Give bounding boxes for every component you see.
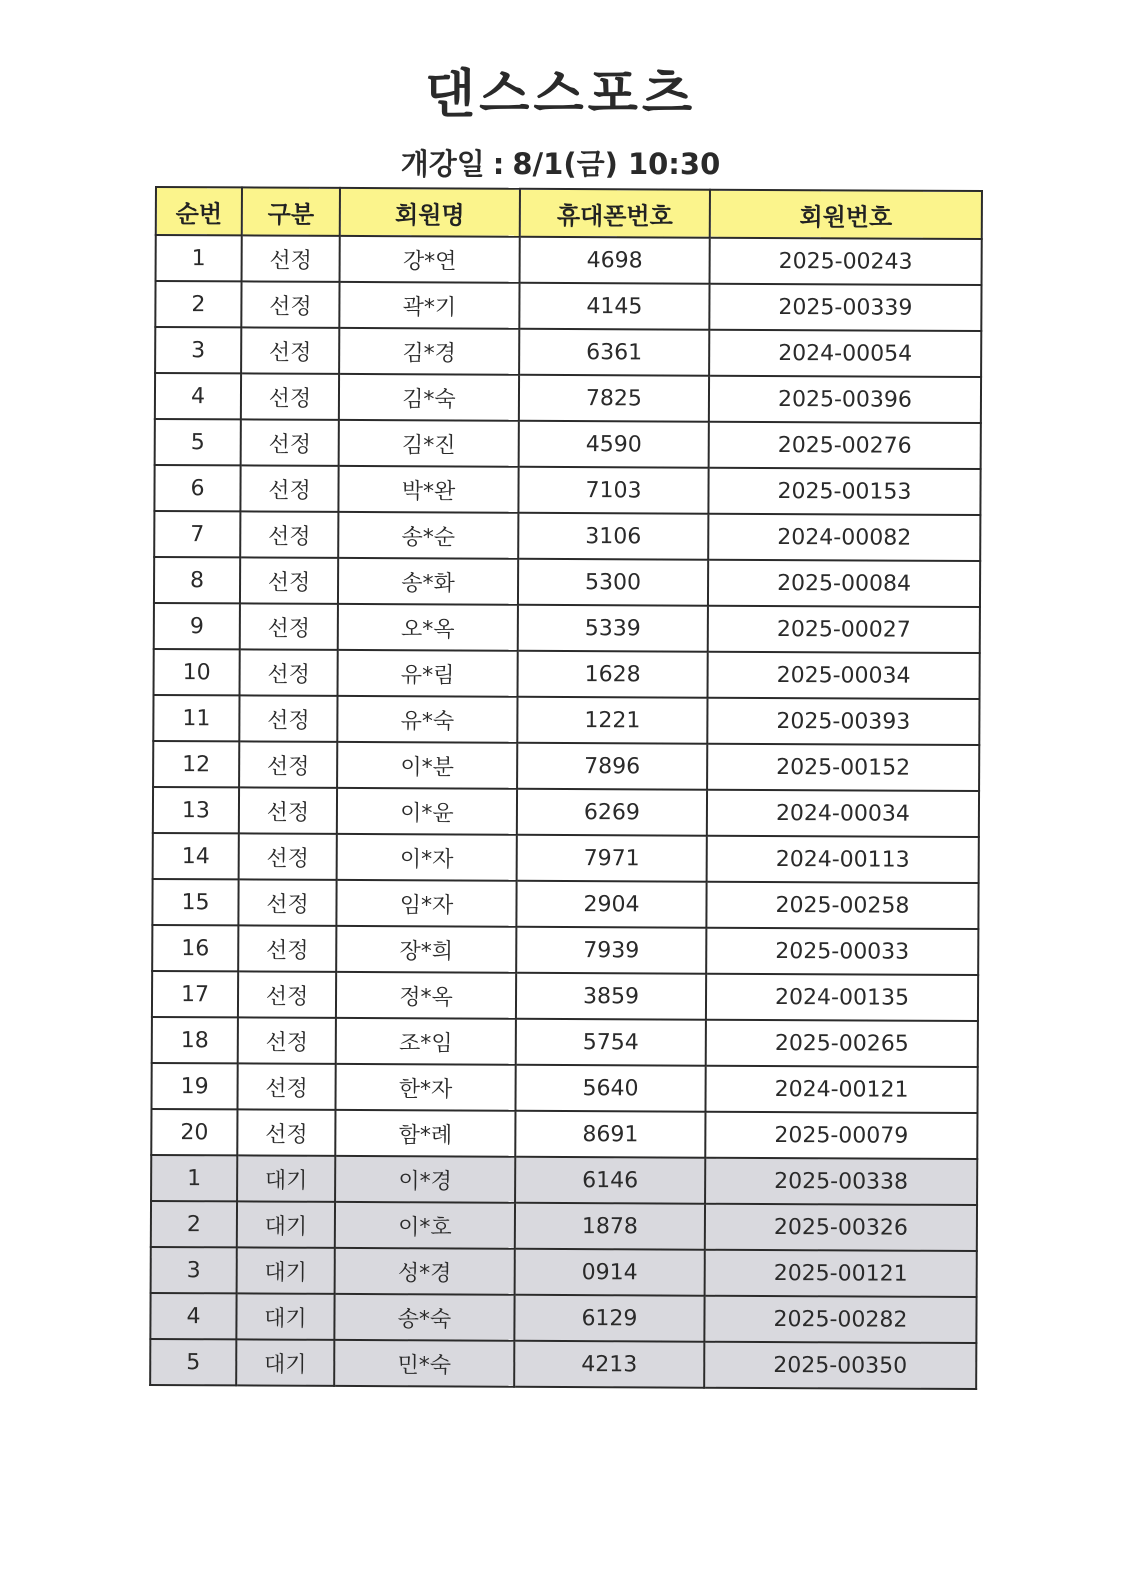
cell-phone: 6129	[514, 1295, 704, 1342]
cell-member-id: 2025-00153	[708, 468, 980, 515]
cell-member-id: 2025-00276	[709, 422, 981, 469]
cell-member-id: 2025-00265	[706, 1020, 978, 1067]
cell-phone: 5339	[518, 605, 708, 652]
cell-member-id: 2025-00282	[704, 1296, 976, 1343]
cell-member-id: 2025-00034	[708, 652, 980, 699]
cell-sequence: 8	[154, 557, 240, 603]
cell-member-id: 2025-00084	[708, 560, 980, 607]
cell-category: 선정	[238, 971, 336, 1017]
opening-separator: :	[492, 147, 505, 181]
cell-member-id: 2025-00393	[707, 698, 979, 745]
cell-category: 선정	[241, 327, 339, 373]
cell-member-id: 2025-00033	[706, 928, 978, 975]
cell-member-id: 2025-00350	[704, 1342, 976, 1389]
member-roster-table	[149, 186, 983, 1390]
cell-category: 선정	[238, 925, 336, 971]
cell-member-name: 유*림	[338, 650, 518, 697]
opening-date-line	[0, 142, 1121, 183]
cell-category: 선정	[239, 695, 337, 741]
cell-category: 선정	[241, 281, 339, 327]
cell-phone: 7825	[519, 375, 709, 422]
cell-member-name: 이*분	[337, 742, 517, 789]
cell-phone: 3859	[516, 973, 706, 1020]
table-row	[153, 741, 979, 791]
cell-member-name: 함*례	[335, 1110, 515, 1157]
cell-category: 선정	[237, 1063, 335, 1109]
table-row	[151, 1063, 977, 1113]
cell-member-id: 2025-00027	[708, 606, 980, 653]
header-sequence: 순번	[156, 187, 242, 235]
cell-category: 선정	[240, 511, 338, 557]
cell-member-name: 임*자	[336, 880, 516, 927]
cell-member-name: 김*진	[339, 420, 519, 467]
cell-category: 선정	[238, 879, 336, 925]
cell-category: 선정	[240, 603, 338, 649]
cell-sequence: 13	[153, 787, 239, 833]
cell-member-id: 2025-00121	[705, 1250, 977, 1297]
cell-category: 선정	[238, 1017, 336, 1063]
cell-phone: 5754	[516, 1019, 706, 1066]
cell-sequence: 16	[152, 925, 238, 971]
cell-phone: 8691	[515, 1111, 705, 1158]
cell-phone: 1221	[517, 697, 707, 744]
cell-member-name: 정*옥	[336, 972, 516, 1019]
cell-sequence: 7	[154, 511, 240, 557]
cell-phone: 4698	[520, 237, 710, 284]
cell-member-name: 강*연	[340, 236, 520, 283]
table-row	[150, 1339, 976, 1389]
cell-sequence: 3	[155, 327, 241, 373]
cell-category: 선정	[241, 373, 339, 419]
cell-member-id: 2024-00034	[707, 790, 979, 837]
cell-category: 선정	[240, 465, 338, 511]
cell-sequence: 11	[153, 695, 239, 741]
cell-sequence: 1	[156, 235, 242, 281]
opening-label: 개강일	[400, 147, 485, 181]
cell-phone: 6269	[517, 789, 707, 836]
cell-sequence: 12	[153, 741, 239, 787]
table-header-row	[156, 187, 982, 239]
header-phone: 휴대폰번호	[520, 189, 710, 238]
cell-sequence: 20	[151, 1109, 237, 1155]
cell-member-name: 이*윤	[337, 788, 517, 835]
cell-category: 대기	[236, 1339, 334, 1385]
cell-member-id: 2025-00338	[705, 1158, 977, 1205]
table-row	[152, 879, 978, 929]
cell-phone: 4213	[514, 1341, 704, 1388]
cell-member-name: 조*임	[336, 1018, 516, 1065]
cell-member-id: 2024-00113	[707, 836, 979, 883]
cell-member-name: 이*자	[337, 834, 517, 881]
table-body	[150, 235, 982, 1389]
cell-sequence: 6	[154, 465, 240, 511]
table-row	[154, 603, 980, 653]
cell-phone: 6146	[515, 1157, 705, 1204]
cell-member-id: 2025-00152	[707, 744, 979, 791]
cell-phone: 7896	[517, 743, 707, 790]
cell-sequence: 15	[152, 879, 238, 925]
cell-sequence: 10	[154, 649, 240, 695]
cell-sequence: 4	[155, 373, 241, 419]
cell-member-name: 김*숙	[339, 374, 519, 421]
cell-category: 선정	[239, 833, 337, 879]
document-title: 댄스스포츠	[424, 65, 697, 125]
cell-member-name: 송*화	[338, 558, 518, 605]
header-member-name: 회원명	[340, 188, 520, 237]
table-row	[156, 235, 982, 285]
table-row	[152, 925, 978, 975]
table-row	[154, 511, 980, 561]
cell-phone: 7103	[518, 467, 708, 514]
cell-phone: 4145	[519, 283, 709, 330]
cell-phone: 5300	[518, 559, 708, 606]
cell-sequence: 5	[150, 1339, 236, 1385]
cell-sequence: 14	[153, 833, 239, 879]
cell-member-name: 유*숙	[337, 696, 517, 743]
cell-member-id: 2024-00082	[708, 514, 980, 561]
table-row	[154, 557, 980, 607]
cell-member-name: 이*경	[335, 1156, 515, 1203]
table-row	[155, 373, 981, 423]
header-category: 구분	[242, 187, 340, 235]
cell-phone: 4590	[519, 421, 709, 468]
cell-phone: 1878	[515, 1203, 705, 1250]
cell-member-id: 2024-00121	[705, 1066, 977, 1113]
cell-member-id: 2025-00258	[706, 882, 978, 929]
cell-sequence: 19	[151, 1063, 237, 1109]
header-member-id: 회원번호	[710, 190, 982, 239]
table-row	[151, 1109, 977, 1159]
cell-sequence: 17	[152, 971, 238, 1017]
cell-sequence: 5	[155, 419, 241, 465]
table-row	[153, 787, 979, 837]
cell-sequence: 18	[152, 1017, 238, 1063]
cell-member-name: 송*숙	[334, 1294, 514, 1341]
cell-category: 선정	[241, 419, 339, 465]
table-row	[155, 419, 981, 469]
cell-member-name: 오*옥	[338, 604, 518, 651]
table-row	[154, 465, 980, 515]
cell-phone: 7971	[517, 835, 707, 882]
cell-sequence: 2	[151, 1201, 237, 1247]
cell-category: 선정	[237, 1109, 335, 1155]
cell-sequence: 4	[150, 1293, 236, 1339]
cell-phone: 6361	[519, 329, 709, 376]
cell-phone: 2904	[516, 881, 706, 928]
cell-category: 대기	[237, 1155, 335, 1201]
cell-member-name: 이*호	[335, 1202, 515, 1249]
cell-member-name: 곽*기	[339, 282, 519, 329]
cell-member-name: 김*경	[339, 328, 519, 375]
cell-sequence: 9	[154, 603, 240, 649]
cell-category: 대기	[237, 1247, 335, 1293]
cell-phone: 5640	[515, 1065, 705, 1112]
cell-category: 선정	[242, 235, 340, 281]
cell-sequence: 1	[151, 1155, 237, 1201]
cell-category: 대기	[237, 1201, 335, 1247]
cell-phone: 1628	[518, 651, 708, 698]
cell-member-id: 2025-00326	[705, 1204, 977, 1251]
cell-member-name: 성*경	[335, 1248, 515, 1295]
table-row	[151, 1247, 977, 1297]
cell-member-id: 2024-00054	[709, 330, 981, 377]
cell-member-id: 2025-00079	[705, 1112, 977, 1159]
cell-sequence: 2	[155, 281, 241, 327]
table-row	[150, 1293, 976, 1343]
cell-phone: 3106	[518, 513, 708, 560]
cell-category: 대기	[236, 1293, 334, 1339]
cell-member-name: 장*희	[336, 926, 516, 973]
cell-category: 선정	[239, 787, 337, 833]
cell-member-name: 민*숙	[334, 1340, 514, 1387]
cell-member-id: 2024-00135	[706, 974, 978, 1021]
table-row	[151, 1201, 977, 1251]
cell-member-id: 2025-00339	[709, 284, 981, 331]
cell-member-id: 2025-00396	[709, 376, 981, 423]
cell-member-name: 송*순	[338, 512, 518, 559]
cell-member-id: 2025-00243	[710, 238, 982, 285]
table-row	[155, 327, 981, 377]
opening-datetime: 8/1(금) 10:30	[512, 147, 721, 181]
table-row	[153, 833, 979, 883]
table-row	[152, 971, 978, 1021]
cell-member-name: 한*자	[335, 1064, 515, 1111]
cell-sequence: 3	[151, 1247, 237, 1293]
cell-category: 선정	[239, 741, 337, 787]
table-row	[152, 1017, 978, 1067]
cell-phone: 0914	[515, 1249, 705, 1296]
cell-phone: 7939	[516, 927, 706, 974]
table-row	[153, 695, 979, 745]
table-row	[151, 1155, 977, 1205]
cell-member-name: 박*완	[338, 466, 518, 513]
table-row	[154, 649, 980, 699]
table-row	[155, 281, 981, 331]
cell-category: 선정	[240, 557, 338, 603]
cell-category: 선정	[240, 649, 338, 695]
